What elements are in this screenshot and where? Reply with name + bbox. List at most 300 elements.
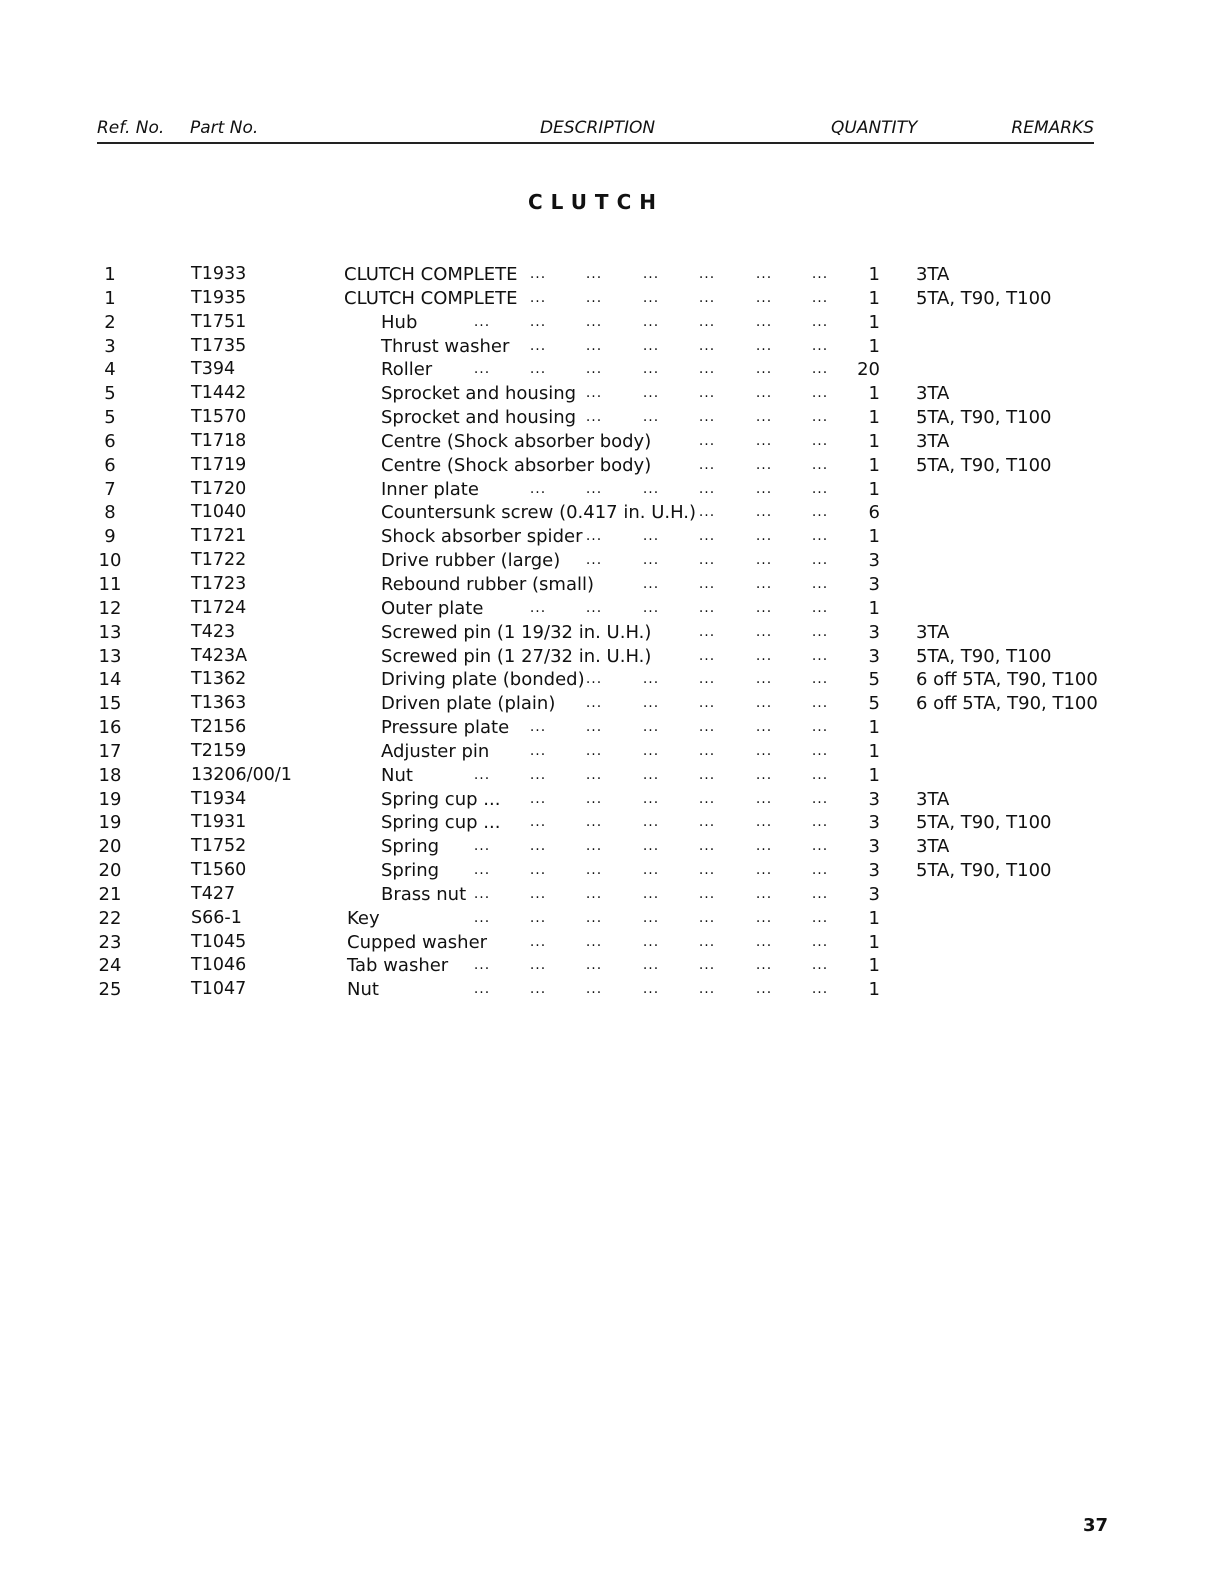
description-cell: Brass nut	[381, 883, 467, 905]
dot-leader: ...	[698, 504, 716, 521]
ref-no-cell: 22	[98, 907, 122, 929]
dot-leader: ...	[755, 862, 773, 879]
part-no-cell: T1724	[191, 597, 247, 618]
table-row	[0, 549, 1220, 573]
dot-leader: ...	[755, 456, 773, 473]
dot-leader: ...	[642, 313, 660, 330]
dot-leader: ...	[755, 432, 773, 449]
dot-leader: ...	[811, 838, 829, 855]
page-number: 37	[1083, 1515, 1109, 1536]
quantity-cell: 3	[868, 788, 880, 810]
part-no-cell: T2159	[191, 740, 247, 761]
dot-leader: ...	[585, 337, 603, 354]
quantity-cell: 1	[868, 597, 880, 619]
dot-leader: ...	[473, 766, 491, 783]
quantity-cell: 1	[868, 931, 880, 953]
ref-no-cell: 24	[98, 955, 122, 977]
quantity-cell: 1	[868, 764, 880, 786]
ref-no-cell: 21	[98, 883, 122, 905]
dot-leader: ...	[698, 409, 716, 426]
remarks-cell: 3TA	[916, 430, 950, 452]
dot-leader: ...	[585, 838, 603, 855]
ref-no-cell: 11	[98, 573, 122, 595]
dot-leader: ...	[585, 409, 603, 426]
part-no-cell: T423	[191, 621, 236, 642]
dot-leader: ...	[585, 885, 603, 902]
dot-leader: ...	[529, 838, 547, 855]
remarks-cell: 6 off 5TA, T90, T100	[916, 693, 1098, 715]
ref-no-cell: 6	[104, 430, 116, 452]
dot-leader: ...	[642, 981, 660, 998]
dot-leader: ...	[642, 409, 660, 426]
dot-leader: ...	[698, 909, 716, 926]
table-row	[0, 764, 1220, 788]
quantity-cell: 3	[868, 812, 880, 834]
remarks-cell: 3TA	[916, 621, 950, 643]
dot-leader: ...	[642, 385, 660, 402]
dot-leader: ...	[811, 432, 829, 449]
dot-leader: ...	[585, 266, 603, 282]
description-cell: Hub	[381, 311, 418, 333]
dot-leader: ...	[529, 313, 547, 330]
quantity-cell: 1	[868, 454, 880, 476]
quantity-cell: 5	[868, 669, 880, 691]
dot-leader: ...	[529, 957, 547, 974]
description-cell: Driving plate (bonded)	[381, 669, 585, 691]
ref-no-cell: 6	[104, 454, 116, 476]
ref-no-cell: 18	[98, 764, 122, 786]
ref-no-cell: 20	[98, 836, 122, 858]
dot-leader: ...	[585, 981, 603, 998]
dot-leader: ...	[585, 909, 603, 926]
description-cell: Spring	[381, 860, 440, 882]
description-cell: Screwed pin (1 27/32 in. U.H.)	[381, 645, 652, 667]
table-row	[0, 621, 1220, 645]
description-cell: Centre (Shock absorber body)	[381, 430, 652, 452]
dot-leader: ...	[698, 552, 716, 569]
dot-leader: ...	[529, 266, 547, 282]
ref-no-cell: 20	[98, 860, 122, 882]
dot-leader: ...	[529, 742, 547, 759]
dot-leader: ...	[698, 766, 716, 783]
dot-leader: ...	[811, 909, 829, 926]
table-row	[0, 358, 1220, 382]
remarks-cell: 3TA	[916, 788, 950, 810]
dot-leader: ...	[698, 575, 716, 592]
table-row	[0, 597, 1220, 621]
table-row	[0, 740, 1220, 764]
table-row	[0, 454, 1220, 478]
dot-leader: ...	[642, 885, 660, 902]
quantity-cell: 1	[868, 383, 880, 405]
dot-leader: ...	[529, 289, 547, 306]
dot-leader: ...	[811, 695, 829, 712]
ref-no-cell: 15	[98, 693, 122, 715]
part-no-cell: T1363	[191, 693, 247, 714]
part-no-cell: T1735	[191, 335, 247, 356]
dot-leader: ...	[755, 647, 773, 664]
dot-leader: ...	[698, 623, 716, 640]
dot-leader: ...	[755, 838, 773, 855]
dot-leader: ...	[698, 719, 716, 736]
description-cell: Spring cup ...	[381, 812, 501, 834]
dot-leader: ...	[755, 671, 773, 688]
dot-leader: ...	[585, 385, 603, 402]
dot-leader: ...	[473, 361, 491, 378]
dot-leader: ...	[585, 719, 603, 736]
header-ref-no: Ref. No.	[97, 118, 165, 138]
remarks-cell: 3TA	[916, 383, 950, 405]
quantity-cell: 1	[868, 430, 880, 452]
dot-leader: ...	[811, 337, 829, 354]
dot-leader: ...	[811, 552, 829, 569]
table-row	[0, 645, 1220, 669]
dot-leader: ...	[642, 266, 660, 282]
part-no-cell: T1722	[191, 550, 247, 571]
dot-leader: ...	[811, 528, 829, 545]
dot-leader: ...	[642, 480, 660, 497]
dot-leader: ...	[529, 814, 547, 831]
dot-leader: ...	[755, 719, 773, 736]
remarks-cell: 6 off 5TA, T90, T100	[916, 669, 1098, 691]
dot-leader: ...	[698, 671, 716, 688]
dot-leader: ...	[698, 385, 716, 402]
part-no-cell: 13206/00/1	[191, 764, 292, 785]
part-no-cell: T1045	[191, 931, 247, 952]
part-no-cell: T1752	[191, 836, 247, 857]
dot-leader: ...	[755, 933, 773, 950]
ref-no-cell: 3	[104, 335, 116, 357]
description-cell: Tab washer	[347, 955, 449, 977]
quantity-cell: 6	[868, 502, 880, 524]
ref-no-cell: 7	[104, 478, 116, 500]
dot-leader: ...	[585, 599, 603, 616]
table-row	[0, 883, 1220, 907]
table-row	[0, 978, 1220, 1002]
dot-leader: ...	[473, 313, 491, 330]
part-no-cell: T1931	[191, 812, 247, 833]
ref-no-cell: 25	[98, 979, 122, 1001]
dot-leader: ...	[698, 647, 716, 664]
header-description: DESCRIPTION	[540, 118, 656, 138]
dot-leader: ...	[698, 456, 716, 473]
dot-leader: ...	[585, 695, 603, 712]
dot-leader: ...	[529, 719, 547, 736]
dot-leader: ...	[698, 933, 716, 950]
description-cell: CLUTCH COMPLETE	[344, 264, 518, 285]
quantity-cell: 5	[868, 693, 880, 715]
part-no-cell: T1040	[191, 502, 247, 523]
dot-leader: ...	[585, 671, 603, 688]
ref-no-cell: 16	[98, 717, 122, 739]
quantity-cell: 1	[868, 740, 880, 762]
header-part-no: Part No.	[190, 118, 259, 138]
description-cell: Countersunk screw (0.417 in. U.H.)	[381, 502, 697, 524]
dot-leader: ...	[811, 385, 829, 402]
table-row	[0, 788, 1220, 812]
ref-no-cell: 19	[98, 788, 122, 810]
dot-leader: ...	[473, 981, 491, 998]
description-cell: Rebound rubber (small)	[381, 573, 595, 595]
quantity-cell: 1	[868, 478, 880, 500]
ref-no-cell: 8	[104, 502, 116, 524]
part-no-cell: T1751	[191, 311, 247, 332]
dot-leader: ...	[811, 933, 829, 950]
dot-leader: ...	[698, 957, 716, 974]
dot-leader: ...	[642, 599, 660, 616]
dot-leader: ...	[585, 862, 603, 879]
description-cell: Outer plate	[381, 597, 484, 619]
description-cell: Sprocket and housing	[381, 383, 577, 405]
table-row	[0, 835, 1220, 859]
dot-leader: ...	[755, 695, 773, 712]
dot-leader: ...	[642, 790, 660, 807]
table-row	[0, 811, 1220, 835]
dot-leader: ...	[642, 719, 660, 736]
description-cell: Pressure plate	[381, 717, 510, 739]
dot-leader: ...	[755, 361, 773, 378]
dot-leader: ...	[529, 766, 547, 783]
ref-no-cell: 12	[98, 597, 122, 619]
table-row	[0, 716, 1220, 740]
table-row	[0, 287, 1220, 311]
description-cell: Driven plate (plain)	[381, 693, 556, 715]
header-remarks: REMARKS	[1011, 118, 1094, 138]
dot-leader: ...	[642, 337, 660, 354]
ref-no-cell: 1	[104, 264, 116, 285]
part-no-cell: T1362	[191, 669, 247, 690]
ref-no-cell: 14	[98, 669, 122, 691]
dot-leader: ...	[755, 909, 773, 926]
table-row	[0, 954, 1220, 978]
remarks-cell: 5TA, T90, T100	[916, 860, 1052, 882]
dot-leader: ...	[755, 552, 773, 569]
quantity-cell: 1	[868, 287, 880, 309]
dot-leader: ...	[755, 957, 773, 974]
table-row	[0, 931, 1220, 955]
dot-leader: ...	[585, 313, 603, 330]
ref-no-cell: 17	[98, 740, 122, 762]
dot-leader: ...	[755, 742, 773, 759]
dot-leader: ...	[585, 742, 603, 759]
dot-leader: ...	[585, 933, 603, 950]
dot-leader: ...	[529, 909, 547, 926]
dot-leader: ...	[755, 480, 773, 497]
dot-leader: ...	[755, 885, 773, 902]
dot-leader: ...	[811, 814, 829, 831]
table-row	[0, 382, 1220, 406]
part-no-cell: T1933	[191, 264, 247, 284]
dot-leader: ...	[811, 790, 829, 807]
dot-leader: ...	[642, 361, 660, 378]
description-cell: Inner plate	[381, 478, 479, 500]
dot-leader: ...	[811, 647, 829, 664]
dot-leader: ...	[529, 790, 547, 807]
dot-leader: ...	[698, 480, 716, 497]
remarks-cell: 5TA, T90, T100	[916, 407, 1052, 429]
part-no-cell: T1723	[191, 573, 247, 594]
part-no-cell: T1560	[191, 860, 247, 881]
dot-leader: ...	[473, 885, 491, 902]
description-cell: Roller	[381, 359, 433, 381]
dot-leader: ...	[585, 552, 603, 569]
remarks-cell: 5TA, T90, T100	[916, 454, 1052, 476]
dot-leader: ...	[529, 885, 547, 902]
ref-no-cell: 19	[98, 812, 122, 834]
description-cell: Spring	[381, 836, 440, 858]
ref-no-cell: 9	[104, 526, 116, 548]
dot-leader: ...	[811, 671, 829, 688]
dot-leader: ...	[529, 337, 547, 354]
dot-leader: ...	[755, 289, 773, 306]
dot-leader: ...	[698, 695, 716, 712]
dot-leader: ...	[755, 313, 773, 330]
dot-leader: ...	[698, 337, 716, 354]
dot-leader: ...	[698, 599, 716, 616]
part-no-cell: T1046	[191, 955, 247, 976]
dot-leader: ...	[642, 862, 660, 879]
part-no-cell: T1718	[191, 430, 247, 451]
parts-list	[0, 263, 1220, 1002]
dot-leader: ...	[698, 528, 716, 545]
dot-leader: ...	[698, 361, 716, 378]
dot-leader: ...	[585, 957, 603, 974]
part-no-cell: T423A	[191, 645, 248, 666]
quantity-cell: 3	[868, 645, 880, 667]
quantity-cell: 1	[868, 335, 880, 357]
dot-leader: ...	[642, 766, 660, 783]
dot-leader: ...	[642, 695, 660, 712]
dot-leader: ...	[811, 456, 829, 473]
table-row	[0, 501, 1220, 525]
table-row	[0, 478, 1220, 502]
dot-leader: ...	[642, 552, 660, 569]
dot-leader: ...	[811, 361, 829, 378]
dot-leader: ...	[698, 885, 716, 902]
dot-leader: ...	[698, 266, 716, 282]
dot-leader: ...	[811, 599, 829, 616]
dot-leader: ...	[642, 814, 660, 831]
dot-leader: ...	[698, 790, 716, 807]
dot-leader: ...	[529, 862, 547, 879]
part-no-cell: S66-1	[191, 907, 242, 928]
dot-leader: ...	[811, 981, 829, 998]
quantity-cell: 1	[868, 717, 880, 739]
dot-leader: ...	[755, 504, 773, 521]
quantity-cell: 3	[868, 550, 880, 572]
part-no-cell: T1935	[191, 287, 247, 308]
table-row	[0, 907, 1220, 931]
quantity-cell: 20	[857, 359, 880, 381]
description-cell: Spring cup ...	[381, 788, 501, 810]
table-row	[0, 263, 1220, 287]
ref-no-cell: 1	[104, 287, 116, 309]
dot-leader: ...	[585, 790, 603, 807]
table-row	[0, 406, 1220, 430]
dot-leader: ...	[585, 814, 603, 831]
ref-no-cell: 13	[98, 621, 122, 643]
dot-leader: ...	[473, 862, 491, 879]
part-no-cell: T1934	[191, 788, 247, 809]
dot-leader: ...	[585, 361, 603, 378]
dot-leader: ...	[811, 862, 829, 879]
quantity-cell: 1	[868, 264, 880, 285]
description-cell: Sprocket and housing	[381, 407, 577, 429]
dot-leader: ...	[642, 528, 660, 545]
description-cell: Thrust washer	[381, 335, 510, 357]
quantity-cell: 1	[868, 907, 880, 929]
dot-leader: ...	[811, 885, 829, 902]
dot-leader: ...	[642, 575, 660, 592]
dot-leader: ...	[811, 266, 829, 282]
description-cell: Shock absorber spider	[381, 526, 583, 548]
dot-leader: ...	[698, 432, 716, 449]
dot-leader: ...	[755, 766, 773, 783]
dot-leader: ...	[755, 528, 773, 545]
dot-leader: ...	[529, 480, 547, 497]
dot-leader: ...	[698, 838, 716, 855]
ref-no-cell: 23	[98, 931, 122, 953]
dot-leader: ...	[698, 981, 716, 998]
quantity-cell: 1	[868, 311, 880, 333]
dot-leader: ...	[811, 719, 829, 736]
part-no-cell: T1719	[191, 454, 247, 475]
quantity-cell: 1	[868, 526, 880, 548]
ref-no-cell: 5	[104, 383, 116, 405]
dot-leader: ...	[642, 742, 660, 759]
remarks-cell: 5TA, T90, T100	[916, 812, 1052, 834]
dot-leader: ...	[755, 790, 773, 807]
dot-leader: ...	[755, 814, 773, 831]
dot-leader: ...	[811, 289, 829, 306]
remarks-cell: 3TA	[916, 836, 950, 858]
dot-leader: ...	[811, 575, 829, 592]
dot-leader: ...	[642, 671, 660, 688]
ref-no-cell: 5	[104, 407, 116, 429]
dot-leader: ...	[811, 480, 829, 497]
dot-leader: ...	[698, 814, 716, 831]
dot-leader: ...	[811, 742, 829, 759]
description-cell: Centre (Shock absorber body)	[381, 454, 652, 476]
description-cell: Adjuster pin	[381, 740, 490, 762]
table-row	[0, 335, 1220, 359]
dot-leader: ...	[755, 385, 773, 402]
quantity-cell: 1	[868, 955, 880, 977]
description-cell: Key	[347, 907, 380, 929]
description-cell: Cupped washer	[347, 931, 488, 953]
remarks-cell: 3TA	[916, 264, 950, 285]
table-row	[0, 525, 1220, 549]
ref-no-cell: 13	[98, 645, 122, 667]
quantity-cell: 1	[868, 979, 880, 1001]
dot-leader: ...	[585, 766, 603, 783]
dot-leader: ...	[755, 623, 773, 640]
ref-no-cell: 4	[104, 359, 116, 381]
dot-leader: ...	[698, 289, 716, 306]
dot-leader: ...	[811, 409, 829, 426]
quantity-cell: 3	[868, 573, 880, 595]
dot-leader: ...	[755, 266, 773, 282]
description-cell: Screwed pin (1 19/32 in. U.H.)	[381, 621, 652, 643]
dot-leader: ...	[698, 313, 716, 330]
table-row	[0, 311, 1220, 335]
dot-leader: ...	[529, 933, 547, 950]
table-header	[97, 114, 1094, 144]
dot-leader: ...	[642, 933, 660, 950]
part-no-cell: T1721	[191, 526, 247, 547]
dot-leader: ...	[585, 528, 603, 545]
dot-leader: ...	[755, 599, 773, 616]
